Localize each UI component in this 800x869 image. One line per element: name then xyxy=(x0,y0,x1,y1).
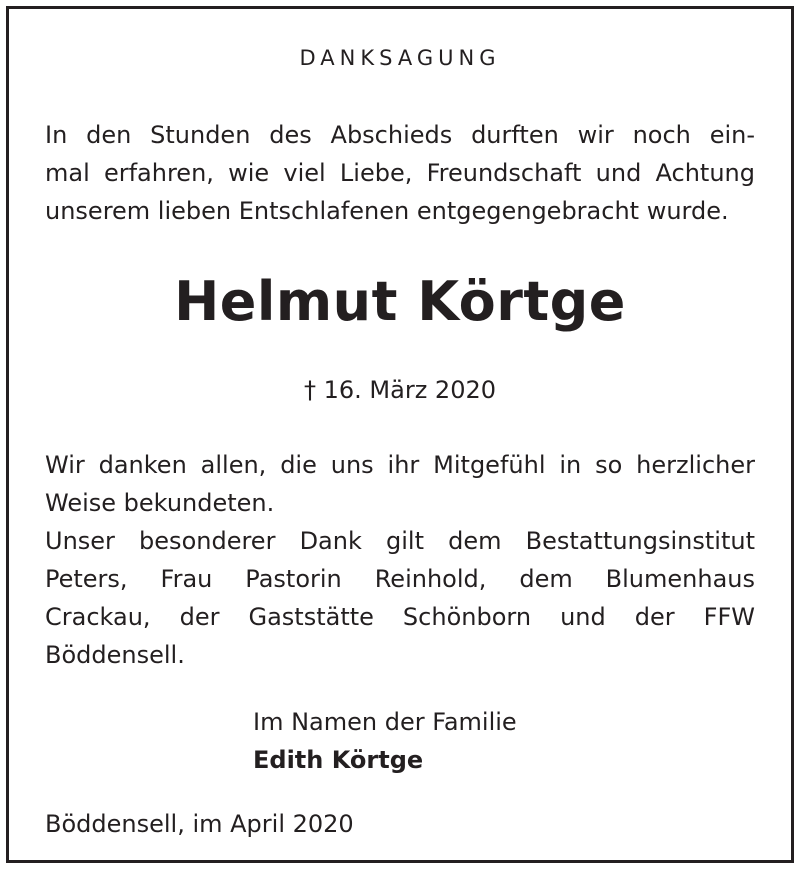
deceased-name: Helmut Körtge xyxy=(174,270,626,333)
signer-name: Edith Körtge xyxy=(253,746,424,774)
notice-heading: DANKSAGUNG xyxy=(299,46,501,70)
special-thanks-line: Unser besonderer Dank gilt dem Bestattungsinstitut xyxy=(45,527,755,555)
special-thanks-paragraph xyxy=(45,522,755,674)
thanks-line: Weise bekundeten. xyxy=(45,489,275,517)
signature-block xyxy=(253,703,517,779)
signature-intro: Im Namen der Familie xyxy=(253,708,517,736)
intro-line: unserem lieben Entschlafenen entgegengebracht wurde. xyxy=(45,197,729,225)
special-thanks-line: Crackau, der Gaststätte Schönborn und der FFW xyxy=(45,603,755,631)
intro-line: In den Stunden des Abschieds durften wir noch ein- xyxy=(45,121,755,149)
thanks-paragraph xyxy=(45,446,755,522)
thanks-line: Wir danken allen, die uns ihr Mitgefühl in so herzlicher xyxy=(45,451,755,479)
notice-content xyxy=(45,9,755,860)
death-date: † 16. März 2020 xyxy=(303,376,496,404)
intro-paragraph xyxy=(45,116,755,230)
intro-line: mal erfahren, wie viel Liebe, Freundschaft und Achtung xyxy=(45,159,755,187)
special-thanks-line: Peters, Frau Pastorin Reinhold, dem Blumenhaus xyxy=(45,565,755,593)
place-date: Böddensell, im April 2020 xyxy=(45,810,354,838)
notice-border xyxy=(6,6,794,863)
special-thanks-line: Böddensell. xyxy=(45,641,185,669)
